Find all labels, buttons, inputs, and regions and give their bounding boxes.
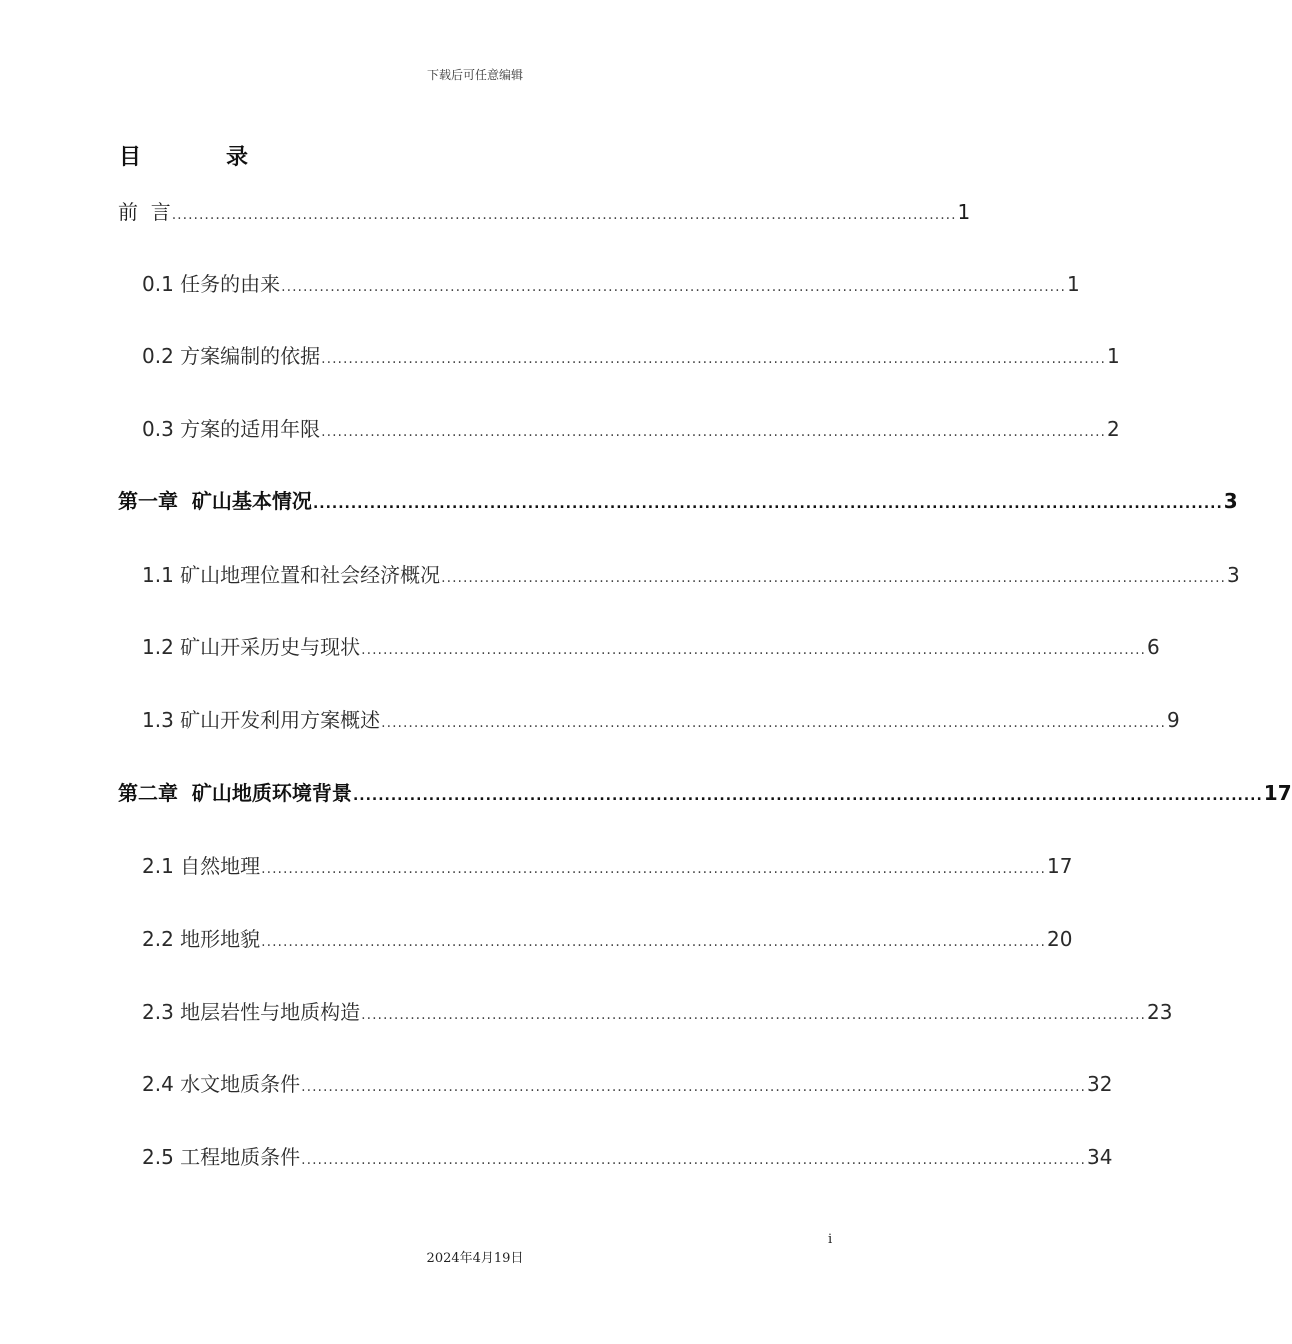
toc-entry-page: 23 <box>1147 1000 1173 1024</box>
toc-entry-page: 20 <box>1047 927 1073 951</box>
toc-entry-page: 1 <box>1067 272 1080 296</box>
toc-entry-page: 3 <box>1223 489 1238 513</box>
toc-entry-page: 1 <box>957 200 971 224</box>
toc-leader-dots: ................................................................................................................................................ <box>361 642 1146 658</box>
toc-entry-label: 第一章 矿山基本情况 <box>118 489 312 513</box>
toc-entry-page: 6 <box>1147 635 1160 659</box>
toc-leader-dots: ................................................................................................................................................ <box>261 861 1046 877</box>
toc-leader-dots: ................................................................................................................................................ <box>361 1007 1146 1023</box>
toc-leader-dots: ................................................................................................................................................ <box>301 1152 1086 1168</box>
toc-leader-dots: ................................................................................................................................................ <box>312 496 1223 512</box>
toc-entry-0-1[interactable] <box>142 269 1080 299</box>
toc-entry-label: 第二章 矿山地质环境背景 <box>118 781 352 805</box>
toc-leader-dots: ................................................................................................................................................ <box>352 788 1263 804</box>
toc-entry-page: 32 <box>1087 1072 1113 1096</box>
toc-title-part1: 目 <box>119 145 142 170</box>
toc-entry-2-5[interactable] <box>142 1142 1113 1172</box>
toc-entry-chapter-2[interactable] <box>118 778 1292 808</box>
toc-entry-label: 0.2 方案编制的依据 <box>142 344 321 368</box>
toc-entry-page: 17 <box>1047 854 1073 878</box>
toc-entry-page: 17 <box>1263 781 1292 805</box>
toc-entry-page: 1 <box>1107 344 1120 368</box>
toc-entry-label: 0.1 任务的由来 <box>142 272 281 296</box>
toc-entry-label: 前 言 <box>118 200 171 224</box>
footer-date: 2024年4月19日 <box>426 1251 524 1266</box>
toc-leader-dots: ................................................................................................................................................ <box>321 424 1106 440</box>
toc-entry-label: 2.2 地形地貌 <box>142 927 261 951</box>
header-note: 下载后可任意编辑 <box>426 68 523 82</box>
toc-entry-label: 1.3 矿山开发利用方案概述 <box>142 708 381 732</box>
toc-entry-1-1[interactable] <box>142 560 1240 590</box>
toc-entry-1-2[interactable] <box>142 632 1160 662</box>
toc-leader-dots: ................................................................................................................................................ <box>281 279 1066 295</box>
toc-leader-dots: ................................................................................................................................................ <box>171 207 957 223</box>
toc-entry-0-2[interactable] <box>142 341 1120 371</box>
toc-entry-chapter-1[interactable] <box>118 486 1238 516</box>
toc-leader-dots: ................................................................................................................................................ <box>261 934 1046 950</box>
toc-entry-1-3[interactable] <box>142 705 1180 735</box>
toc-leader-dots: ................................................................................................................................................ <box>301 1079 1086 1095</box>
toc-entry-preface[interactable] <box>118 197 971 227</box>
toc-entry-label: 2.4 水文地质条件 <box>142 1072 301 1096</box>
toc-entry-label: 0.3 方案的适用年限 <box>142 417 321 441</box>
toc-entry-0-3[interactable] <box>142 414 1120 444</box>
toc-entry-page: 9 <box>1167 708 1180 732</box>
toc-entry-label: 2.1 自然地理 <box>142 854 261 878</box>
toc-entry-page: 34 <box>1087 1145 1113 1169</box>
toc-entry-page: 2 <box>1107 417 1120 441</box>
toc-entry-label: 2.5 工程地质条件 <box>142 1145 301 1169</box>
toc-entry-label: 1.2 矿山开采历史与现状 <box>142 635 361 659</box>
toc-leader-dots: ................................................................................................................................................ <box>441 570 1226 586</box>
toc-entry-label: 2.3 地层岩性与地质构造 <box>142 1000 361 1024</box>
toc-entry-2-4[interactable] <box>142 1069 1113 1099</box>
toc-leader-dots: ................................................................................................................................................ <box>321 351 1106 367</box>
toc-entry-2-1[interactable] <box>142 851 1073 881</box>
toc-entry-page: 3 <box>1227 563 1240 587</box>
toc-entry-2-3[interactable] <box>142 997 1173 1027</box>
toc-title-part2: 录 <box>226 145 249 170</box>
toc-entry-label: 1.1 矿山地理位置和社会经济概况 <box>142 563 441 587</box>
toc-entry-2-2[interactable] <box>142 924 1073 954</box>
toc-leader-dots: ................................................................................................................................................ <box>381 715 1166 731</box>
page-number: i <box>828 1232 833 1247</box>
